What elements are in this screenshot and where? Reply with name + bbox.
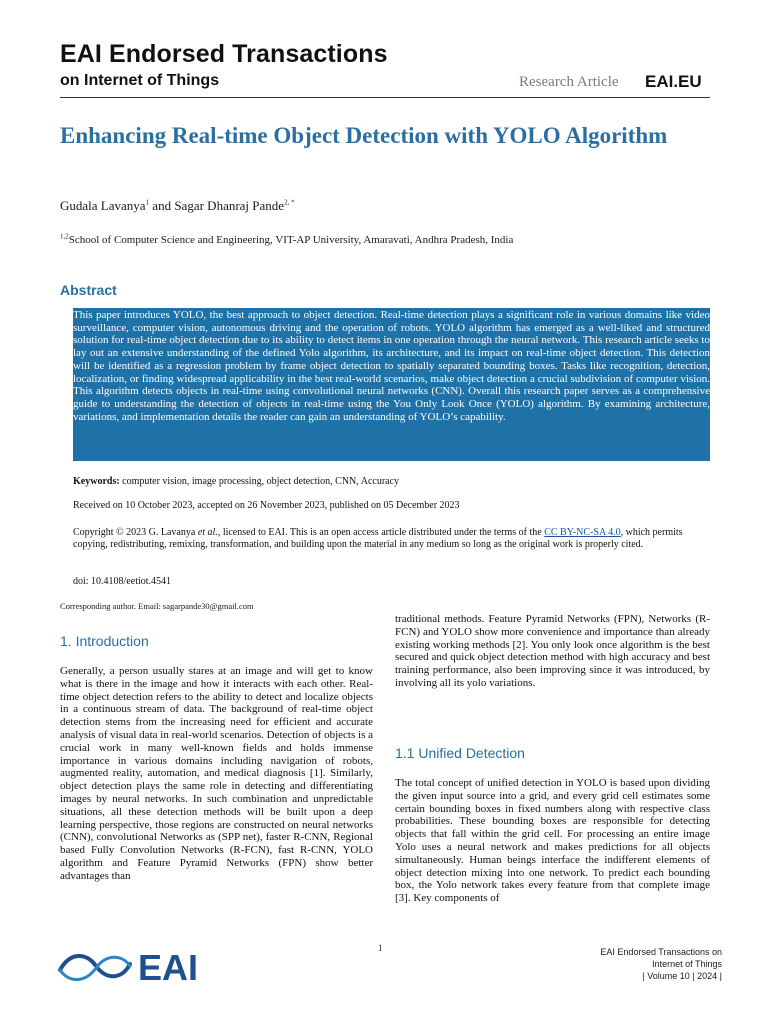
article-type-label: Research Article [519, 74, 619, 90]
section-heading-introduction: 1. Introduction [60, 633, 149, 649]
license-link[interactable]: CC BY-NC-SA 4.0 [544, 527, 621, 538]
eai-brand-logo: EAI.EU [645, 72, 702, 91]
eai-infinity-icon [56, 946, 216, 986]
copyright-notice [73, 527, 693, 551]
footer-logo-text: EAI [138, 947, 199, 986]
affiliation-text: School of Computer Science and Engineering, VIT-AP University, Amaravati, Andhra Pradesh, India [68, 234, 514, 246]
doi-line: doi: 10.4108/eetiot.4541 [73, 576, 172, 587]
author-1: Gudala Lavanya [60, 198, 146, 213]
paper-title: Enhancing Real-time Object Detection with YOLO Algorithm [60, 123, 668, 148]
author-line [60, 198, 295, 214]
received-line: Received on 10 October 2023, accepted on 26 November 2023, published on 05 December 2023 [73, 500, 460, 511]
author-2: Sagar Dhanraj Pande [174, 198, 285, 213]
keywords-text: computer vision, image processing, object detection, CNN, Accuracy [119, 476, 400, 487]
abstract-text: This paper introduces YOLO, the best approach to object detection. Real-time detection plays a significant role in various domains like video surveillance, computer vision, autonomous driving and the operation of robots. YOLO algorithm has emerged as a well-liked and structured solution for real-time object detection due to its ability to detect items in one operation through the neural network. This research article seeks to lay out an extensive understanding of the defined Yolo algorithm, its architecture, and its impact on real-time object detection. This detection will be identified as a regression problem by frame object detection to spatially separated bounding boxes. Tasks like recognition, detection, localization, or finding widespread applicability in the best real-world scenarios, make object detection a crucial subdivision of computer vision. This algorithm detects objects in real-time using convolutional neural networks (CNN). Overall this research paper serves as a comprehensive guide to understanding the detection of objects in real-time using the You Only Look Once (YOLO) algorithm. By examining architecture, variations, and implementation details the reader can gain an understanding of YOLO’s capability. [73, 309, 710, 423]
page-number: 1 [378, 943, 383, 953]
copyright-etal: et al. [197, 527, 218, 538]
abstract-heading: Abstract [60, 282, 117, 298]
author-2-affil-mark: 2, * [284, 198, 295, 207]
introduction-text: Generally, a person usually stares at an image and will get to know what is there in the image and how it interacts with each other. Real-time object detection refers to the ability to detect and localize objects in a continuous stream of data. The background of real-time object detection stems from the increasing need for efficient and accurate analysis of visual data in real-world scenarios. Detection of objects is a crucial work in many well-known fields and holds immense importance in various domains including navigation of robots, augmented reality, automation, and medical diagnosis [1]. Similarly, object detection plays the same role in detecting and differentiating images by neural networks. In such combination and unpredictable situations, all these detection methods will be built upon a deep learning perspective, those regions are constructed on neural networks (CNN), convolutional Networks as (SPP net), faster R-CNN, Regional based Fully Convolution Networks (R-FCN), fast R-CNN, YOLO algorithm and Feature Pyramid Networks (FPN) show better advantages than [60, 665, 373, 882]
copyright-prefix: Copyright © 2023 G. Lavanya [73, 527, 198, 538]
footer-journal-line2: Internet of Things [652, 959, 722, 969]
unified-detection-text: The total concept of unified detection in YOLO is based upon dividing the given input source into a grid, and every grid cell estimates some certain bounding boxes in fixed numbers along with respective class probabilities. These bounding boxes are responsible for detecting objects that fall within the grid cell. For processing an entire image Yolo uses a neural network and makes predictions for all objects simultaneously. Human beings interface the indifferent elements of object detection mixing into one network. To predict each bounding box, the Yolo network takes every feature from that complete image [3]. Key components of [395, 777, 710, 905]
journal-title: EAI Endorsed Transactions [60, 40, 388, 68]
author-1-affil-mark: 1 [145, 198, 150, 207]
copyright-suffix: , which permits copying, redistributing, remixing, transformation, and building upon the material in any medium so long as the original work is properly cited. [73, 527, 683, 550]
affiliation-line [60, 234, 513, 246]
eai-footer-logo [56, 946, 216, 991]
keywords-label: Keywords: [73, 476, 120, 487]
header-divider [60, 97, 710, 98]
subsection-heading-unified-detection: 1.1 Unified Detection [395, 745, 525, 761]
journal-subtitle: on Internet of Things [60, 72, 220, 89]
keywords-line [73, 476, 710, 488]
footer-journal-line1: EAI Endorsed Transactions on [600, 947, 722, 957]
affiliation-mark: 1,2 [60, 232, 69, 241]
copyright-body: , licensed to EAI. This is an open access article distributed under the terms of the [217, 527, 545, 538]
footer-volume: | Volume 10 | 2024 | [642, 971, 722, 981]
corresponding-author: Corresponding author. Email: sagarpande30@gmail.com [60, 601, 254, 611]
author-conjunction: and [149, 198, 175, 213]
right-column-text: traditional methods. Feature Pyramid Networks (FPN), Networks (R-FCN) and YOLO show more convenience and importance than already existing working methods [2]. You only look once algorithm is the best secured and quick object detection method with high accuracy and best training performance, also been improving since it was introduced, by involving all its yolo variations. [395, 613, 710, 689]
footer-journal-info [560, 946, 722, 982]
